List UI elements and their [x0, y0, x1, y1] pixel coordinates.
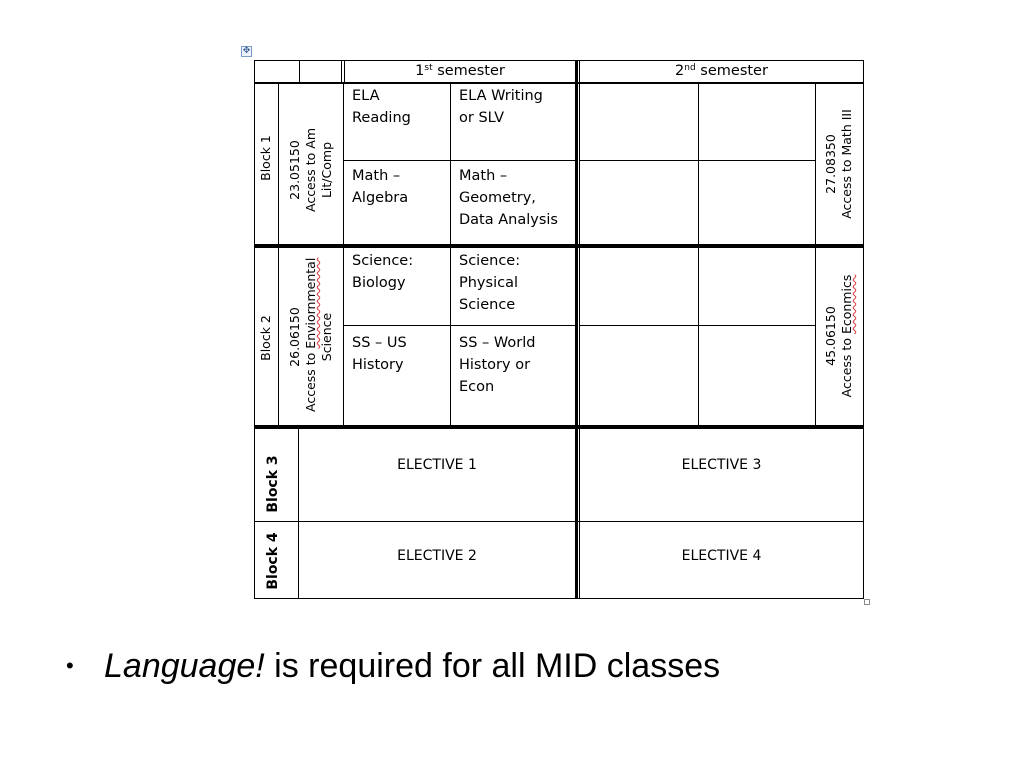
grid-line [815, 84, 816, 425]
grid-line [575, 60, 578, 599]
grid-line [254, 244, 864, 248]
grid-line [298, 429, 299, 599]
elective-4-cell: ELECTIVE 4 [681, 548, 762, 564]
table-resize-handle-icon[interactable] [864, 599, 870, 605]
grid-line [343, 325, 576, 326]
block-2-right-course-label: 45.06150 Access to Econmics [823, 274, 854, 398]
science-physical-cell: Science: Physical Science [459, 253, 521, 313]
grid-line [254, 60, 255, 599]
block-1-right-course-label: 27.08350 Access to Math III [823, 109, 854, 219]
grid-line [863, 60, 864, 599]
elective-2-cell: ELECTIVE 2 [397, 548, 477, 564]
grid-line [341, 60, 342, 84]
grid-line [698, 84, 699, 425]
bullet-text: is required for all MID classes [264, 647, 721, 685]
elective-3-cell: ELECTIVE 3 [681, 457, 762, 473]
block-4-label: Block 4 [265, 532, 281, 590]
ss-us-history-cell: SS – US History [352, 335, 407, 373]
bullet-point [66, 642, 720, 690]
block-1-course-label: 23.05150 Access to Am Lit/Comp [287, 128, 334, 213]
ela-reading-cell: ELA Reading [352, 88, 411, 126]
semester-1-header: 1st semester [415, 63, 505, 79]
grid-line [254, 425, 864, 429]
block-3-label: Block 3 [265, 455, 281, 513]
grid-line [254, 598, 864, 599]
grid-line [299, 60, 300, 84]
grid-line [579, 60, 580, 599]
science-biology-cell: Science: Biology [352, 253, 414, 291]
bullet-italic-text: Language! [104, 647, 265, 685]
semester-2-header: 2nd semester [675, 63, 768, 79]
bullet-icon: • [66, 653, 74, 678]
grid-line [254, 521, 864, 522]
ss-world-history-cell: SS – World History or Econ [459, 335, 536, 395]
math-algebra-cell: Math – Algebra [352, 168, 409, 206]
block-1-label: Block 1 [258, 135, 273, 181]
table-move-handle-icon[interactable]: ✥ [242, 46, 251, 56]
block-2-course-label: 26.06150 Access to Enviornmental Science [287, 257, 334, 412]
ela-writing-cell: ELA Writing or SLV [459, 88, 543, 126]
block-2-label: Block 2 [258, 315, 273, 361]
elective-1-cell: ELECTIVE 1 [397, 457, 477, 473]
grid-line [343, 160, 576, 161]
math-geometry-cell: Math – Geometry, Data Analysis [459, 168, 558, 228]
grid-line [278, 84, 279, 425]
